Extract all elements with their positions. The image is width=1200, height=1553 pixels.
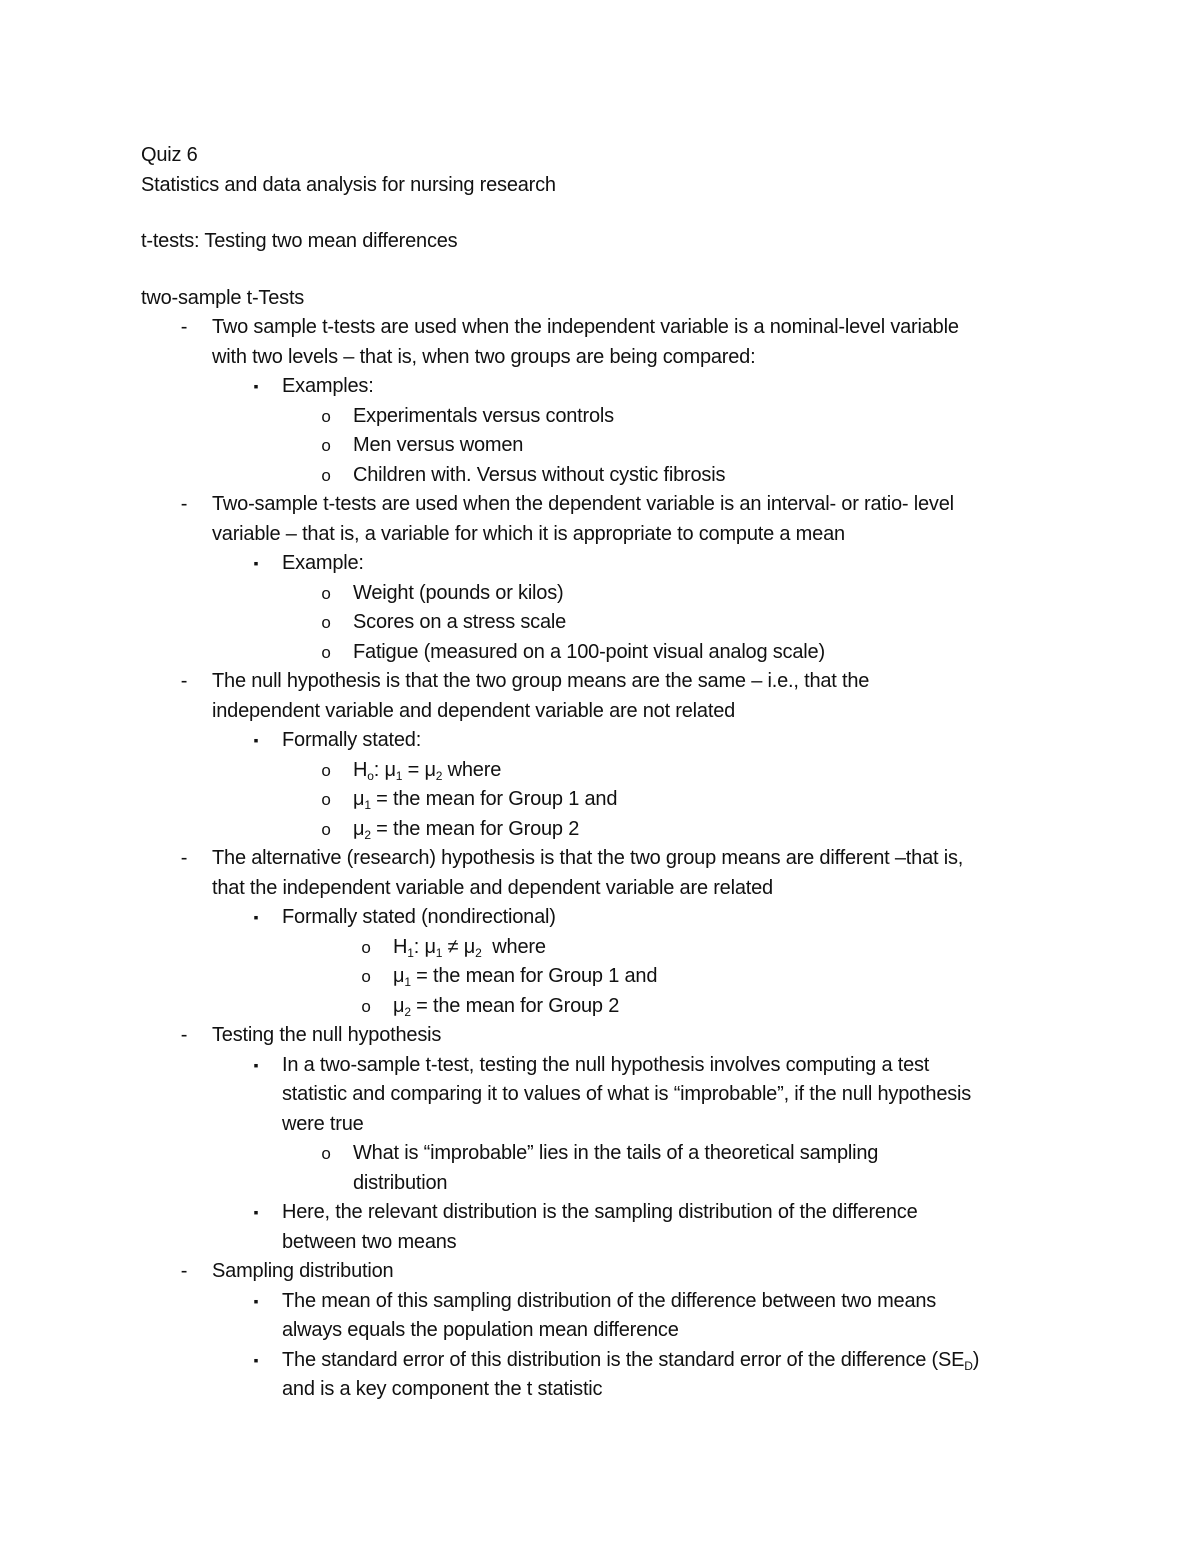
item-text: independent variable and dependent variable are not related	[212, 699, 736, 722]
item-text: The null hypothesis is that the two group means are the same – i.e., that the	[212, 670, 870, 692]
item-text: Weight (pounds or kilos)	[353, 581, 564, 604]
item-text: $\mu_1$ = the mean for Group 1 and	[393, 965, 658, 989]
circle-bullet-icon: o	[321, 760, 331, 780]
item-text: The alternative (research) hypothesis is that the two group means are different –that is,	[212, 847, 964, 869]
item-text: Men versus women	[353, 434, 524, 456]
list-item	[180, 490, 1101, 549]
dash-marker: -	[180, 316, 188, 338]
list-item	[180, 313, 1101, 372]
circle-bullet-icon: o	[321, 613, 331, 632]
item-text: Children with. Versus without cystic fibrosis	[353, 463, 726, 486]
list-item	[180, 1257, 1101, 1287]
list-item	[253, 726, 1101, 756]
list-item	[321, 756, 1101, 786]
list-item	[253, 1287, 1101, 1346]
list-item	[253, 903, 1101, 933]
item-text: In a two-sample t-test, testing the null hypothesis involves computing a test	[282, 1053, 930, 1076]
item-text: Testing the null hypothesis	[212, 1024, 442, 1046]
circle-bullet-icon: o	[321, 790, 331, 809]
item-text: were true	[282, 1112, 364, 1135]
dash-marker: -	[180, 1260, 188, 1282]
item-text: $\mu_2$ = the mean for Group 2	[353, 817, 580, 842]
item-text: distribution	[353, 1171, 448, 1194]
item-text: Examples:	[282, 375, 374, 397]
item-text: Formally stated (nondirectional)	[282, 906, 556, 928]
item-text: The mean of this sampling distribution of the difference between two means	[282, 1289, 937, 1312]
list-item	[321, 608, 1101, 638]
circle-bullet-icon: o	[321, 819, 331, 839]
list-item	[321, 638, 1101, 668]
dash-marker: -	[180, 847, 188, 869]
item-text: and is a key component the t statistic	[282, 1378, 603, 1400]
circle-bullet-icon: o	[321, 436, 331, 455]
list-item	[321, 579, 1101, 609]
item-text: between two means	[282, 1230, 457, 1253]
square-bullet-icon: ▪	[253, 378, 259, 394]
item-text: Formally stated:	[282, 729, 422, 751]
circle-bullet-icon: o	[361, 967, 371, 986]
list-item	[321, 815, 1101, 845]
square-bullet-icon: ▪	[253, 1292, 259, 1309]
list-item	[253, 1051, 1101, 1140]
item-text: $\mu_1$ = the mean for Group 1 and	[353, 788, 618, 812]
circle-bullet-icon: o	[321, 406, 331, 426]
item-text: Example:	[282, 552, 364, 574]
list-item	[180, 667, 1101, 726]
square-bullet-icon: ▪	[253, 732, 259, 748]
alternative-hypothesis-formula: $H_1$: $\mu_1 \ne \mu_2$ where	[393, 935, 546, 960]
list-item	[253, 372, 1101, 402]
course-subtitle: Statistics and data analysis for nursing research	[141, 173, 556, 196]
quiz-title: Quiz 6	[141, 144, 198, 166]
section-heading: two-sample t-Tests	[141, 286, 305, 309]
item-text: always equals the population mean difference	[282, 1319, 679, 1341]
item-text: Two-sample t-tests are used when the dependent variable is an interval- or ratio- level	[212, 493, 954, 515]
item-text: The standard error of this distribution is the standard error of the difference $(SE_D)$	[282, 1348, 980, 1373]
topic-heading: t-tests: Testing two mean differences	[141, 230, 458, 252]
list-item	[361, 933, 1101, 963]
list-item	[321, 431, 1101, 461]
circle-bullet-icon: o	[321, 465, 331, 485]
item-text: statistic and comparing it to values of what is “improbable”, if the null hypothesis	[282, 1083, 972, 1105]
item-text: Here, the relevant distribution is the sampling distribution of the difference	[282, 1201, 918, 1223]
list-item	[180, 1021, 1101, 1051]
document-body	[141, 141, 1101, 1405]
list-item	[361, 962, 1101, 992]
circle-bullet-icon: o	[321, 642, 331, 662]
item-text: that the independent variable and dependent variable are related	[212, 876, 773, 899]
list-item	[253, 1346, 1101, 1405]
item-text: with two levels – that is, when two groups are being compared:	[212, 345, 756, 368]
square-bullet-icon: ▪	[253, 1351, 259, 1368]
list-item	[253, 1198, 1101, 1257]
dash-marker: -	[180, 1024, 188, 1046]
item-text: variable – that is, a variable for which it is appropriate to compute a mean	[212, 522, 845, 545]
item-text: $\mu_2$ = the mean for Group 2	[393, 994, 620, 1019]
item-text: What is “improbable” lies in the tails of a theoretical sampling	[353, 1142, 879, 1164]
item-text: Experimentals versus controls	[353, 404, 614, 427]
list-item	[253, 549, 1101, 579]
circle-bullet-icon: o	[361, 996, 371, 1016]
circle-bullet-icon: o	[361, 937, 371, 957]
dash-marker: -	[180, 493, 188, 515]
list-item	[321, 785, 1101, 815]
square-bullet-icon: ▪	[253, 555, 259, 571]
circle-bullet-icon: o	[321, 1144, 331, 1163]
item-text: Two sample t-tests are used when the independent variable is a nominal-level variable	[212, 316, 959, 338]
item-text: Scores on a stress scale	[353, 611, 567, 633]
item-text: Fatigue (measured on a 100-point visual analog scale)	[353, 640, 825, 663]
null-hypothesis-formula: $H_o$: $\mu_1 = \mu_2$ where	[353, 758, 502, 783]
dash-marker: -	[180, 670, 188, 692]
list-item	[321, 1139, 1101, 1198]
list-item	[180, 844, 1101, 903]
item-text: Sampling distribution	[212, 1260, 394, 1282]
list-item	[321, 461, 1101, 491]
square-bullet-icon: ▪	[253, 909, 259, 925]
square-bullet-icon: ▪	[253, 1056, 259, 1073]
list-item	[321, 402, 1101, 432]
square-bullet-icon: ▪	[253, 1204, 259, 1220]
list-item	[361, 992, 1101, 1022]
circle-bullet-icon: o	[321, 583, 331, 603]
